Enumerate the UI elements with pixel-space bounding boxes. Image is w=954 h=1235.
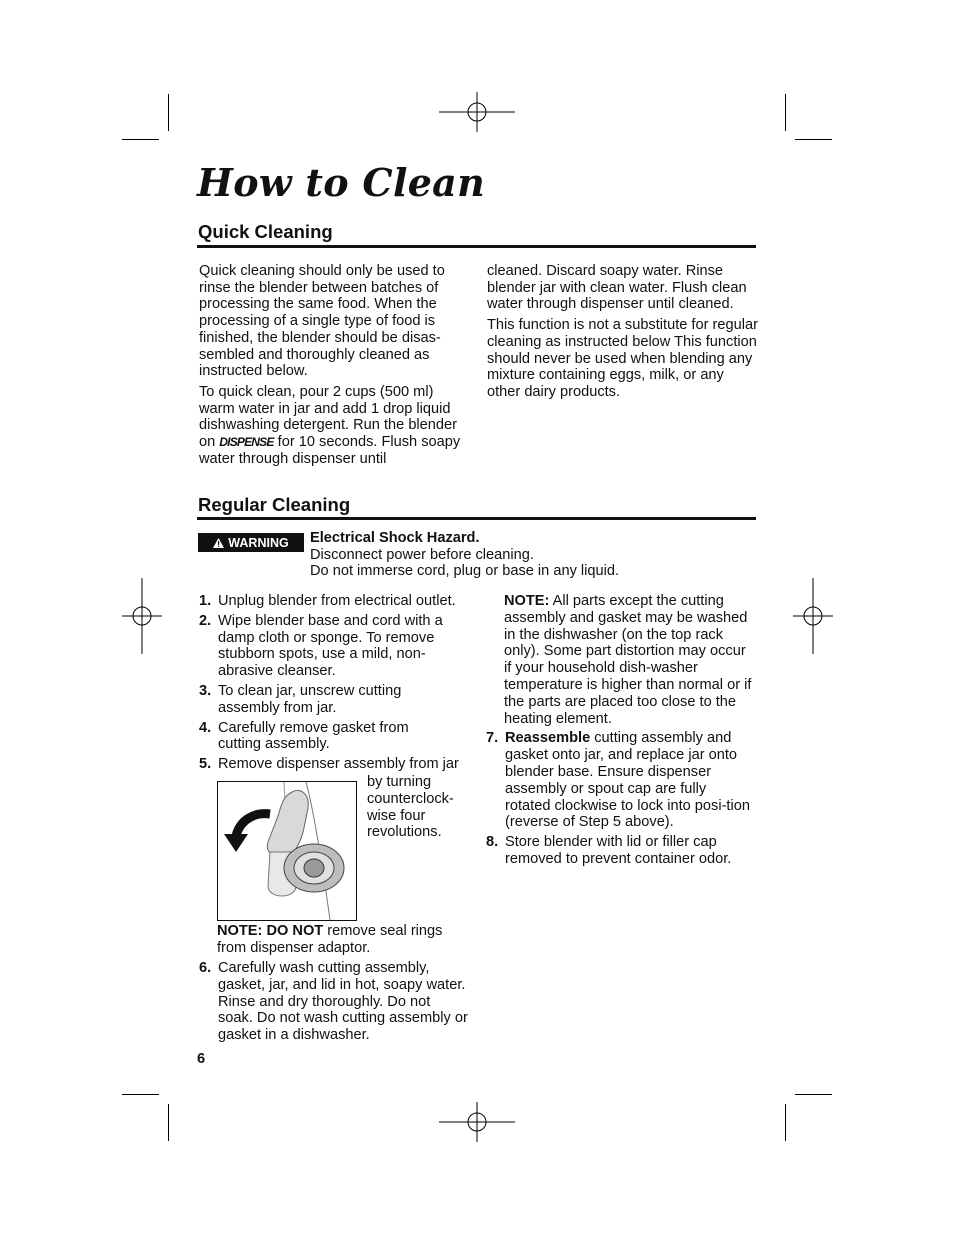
step-text: Carefully wash cutting assembly, gasket, jar, and lid in hot, soapy water. Rinse and dry thoroughly. Do not soak. Do not wash cutting assembly or gasket in a dishwasher.	[218, 960, 468, 1044]
section-rule	[197, 245, 756, 248]
text-run: To quick clean, pour 2 cups (500 ml) warm water in jar and add 1 drop liquid dishwashing detergent. Run the blender on	[199, 383, 457, 451]
warning-badge	[198, 533, 304, 552]
dispense-label: DISPENSE	[219, 435, 274, 450]
step-number: 8.	[486, 834, 499, 851]
step-bold: Reassemble	[505, 730, 591, 747]
paragraph: cleaned. Discard soapy water. Rinse blender jar with clean water. Flush clean water through dispenser until cleaned.	[487, 263, 747, 313]
section-rule	[197, 517, 756, 520]
warning-line: Disconnect power before cleaning.	[310, 546, 534, 563]
step-text: Carefully remove gasket from cutting assembly.	[218, 719, 409, 753]
step-text: Wipe blender base and cord with a damp cloth or sponge. To remove stubborn spots, use a mild, non-abrasive cleanser.	[218, 612, 443, 680]
step-text: To clean jar, unscrew cutting assembly from jar.	[218, 682, 402, 716]
dispenser-illustration-icon	[218, 782, 356, 920]
note-label: NOTE: DO NOT	[217, 923, 324, 939]
warning-triangle-icon	[213, 538, 224, 548]
list-item	[199, 720, 448, 754]
crop-mark	[785, 1104, 786, 1141]
warning-text	[310, 530, 619, 580]
step-text: cutting assembly and gasket onto jar, and replace jar onto blender base. Ensure dispenser assembly or spout cap are fully rotated clockwise to lock into posi-tion (reverse of Step 5 above).	[505, 730, 750, 831]
steps-column-left	[199, 593, 474, 776]
note-label: NOTE:	[504, 593, 550, 609]
registration-mark-icon	[439, 92, 515, 132]
crop-mark	[122, 139, 159, 140]
crop-mark	[795, 139, 832, 140]
step-number: 3.	[199, 682, 212, 699]
registration-mark-icon	[122, 578, 162, 654]
page-number: 6	[197, 1051, 206, 1067]
quick-cleaning-column-left	[199, 263, 467, 471]
crop-mark	[168, 1104, 169, 1141]
note-text: remove seal rings from dispenser adaptor.	[217, 923, 443, 956]
list-item	[199, 756, 474, 773]
list-item	[199, 613, 458, 680]
registration-mark-icon	[439, 1102, 515, 1142]
steps-column-right	[486, 593, 754, 871]
crop-mark	[122, 1094, 159, 1095]
step-number: 4.	[199, 719, 212, 736]
paragraph: This function is not a substitute for regular cleaning as instructed below This function should never be used when blending any mixture containing eggs, milk, or any other dairy products.	[487, 317, 758, 400]
step-text: Remove dispenser assembly from jar	[218, 756, 459, 773]
page-title: How to Clean	[197, 160, 486, 205]
crop-mark	[168, 94, 169, 131]
step-number: 5.	[199, 756, 212, 773]
crop-mark	[785, 94, 786, 131]
quick-cleaning-column-right	[487, 263, 759, 405]
step-number: 2.	[199, 612, 212, 629]
note-paragraph	[486, 593, 754, 727]
crop-mark	[795, 1094, 832, 1095]
note-do-not	[217, 923, 467, 957]
paragraph	[199, 384, 467, 468]
step-text-continued: by turning counterclock-wise four revolutions.	[367, 774, 454, 841]
note-text: All parts except the cutting assembly and gasket may be washed in the dishwasher (on the top rack only). Some part distortion may occur if your household dish-washer temperature is higher than normal or if the parts are placed too close to the heating element.	[504, 593, 752, 727]
quick-cleaning-heading: Quick Cleaning	[198, 221, 333, 242]
step-number: 6.	[199, 960, 212, 976]
steps-column-left-bottom	[199, 960, 467, 1047]
list-item	[486, 834, 754, 868]
step-text: Unplug blender from electrical outlet.	[218, 593, 456, 609]
step-text: Store blender with lid or filler cap removed to prevent container odor.	[505, 834, 732, 867]
list-item	[199, 960, 468, 1044]
step-number: 7.	[486, 730, 499, 747]
list-item	[199, 593, 474, 610]
warning-label: WARNING	[228, 535, 289, 550]
step-number: 1.	[199, 593, 212, 609]
warning-title: Electrical Shock Hazard.	[310, 530, 480, 546]
regular-cleaning-heading: Regular Cleaning	[198, 494, 351, 515]
registration-mark-icon	[793, 578, 833, 654]
list-item	[199, 683, 438, 717]
text-run: for 10 seconds. Flush soapy water through dispenser until	[199, 434, 461, 467]
list-item	[486, 730, 754, 831]
paragraph: Quick cleaning should only be used to rinse the blender between batches of processing the same food. When the processing of a single type of food is finished, the blender should be disas-sembled and thoroughly cleaned as instructed below.	[199, 263, 445, 380]
warning-line: Do not immerse cord, plug or base in any liquid.	[310, 563, 620, 579]
dispenser-figure	[217, 781, 357, 921]
